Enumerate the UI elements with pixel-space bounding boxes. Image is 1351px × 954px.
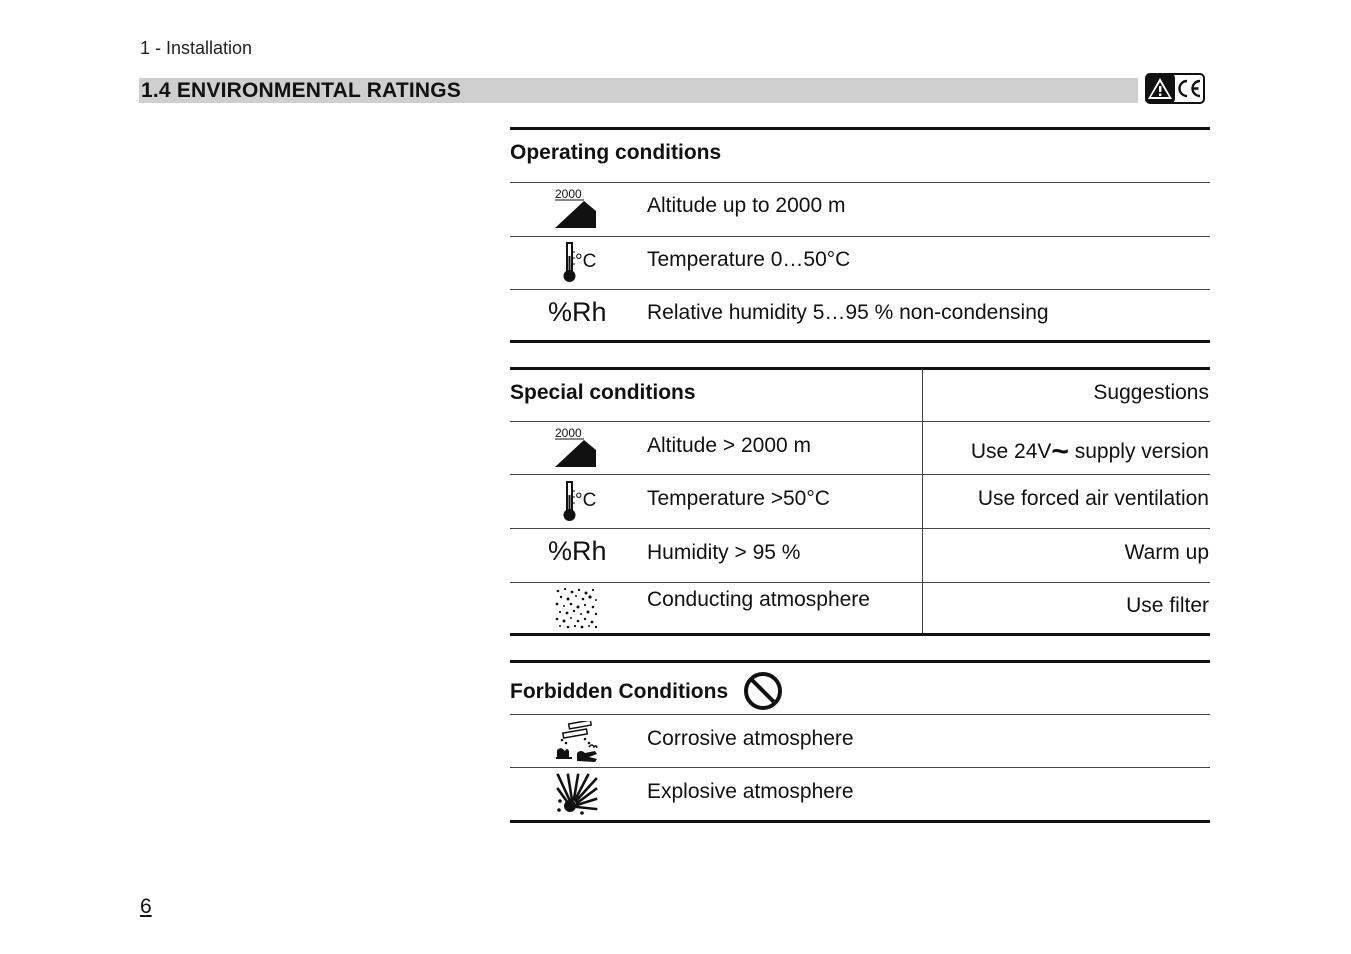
warning-ce-mark-icon xyxy=(1145,73,1205,104)
operating-conditions-table xyxy=(510,127,1210,345)
table-bottom-rule xyxy=(510,633,1210,636)
special-conditions-table xyxy=(510,367,1210,639)
row-divider xyxy=(510,528,1210,529)
row-divider xyxy=(510,474,1210,475)
suggestion-prefix: Use 24V xyxy=(970,440,1052,463)
suggestion-warm-up: Warm up xyxy=(1124,541,1209,564)
forbidden-heading: Forbidden Conditions xyxy=(510,680,729,703)
dust-icon xyxy=(555,587,599,629)
row-divider xyxy=(510,714,1210,715)
row-divider xyxy=(510,582,1210,583)
operating-heading: Operating conditions xyxy=(510,141,722,164)
table-bottom-rule xyxy=(510,820,1210,823)
special-conducting-text: Conducting atmosphere xyxy=(647,588,870,611)
suggestions-heading: Suggestions xyxy=(1093,381,1209,404)
suggestion-suffix: supply version xyxy=(1068,440,1209,463)
svg-text:°C: °C xyxy=(575,490,597,511)
operating-temperature-text: Temperature 0…50°C xyxy=(647,248,851,271)
forbidden-conditions-table xyxy=(510,660,1210,826)
row-divider xyxy=(510,767,1210,768)
special-humidity-text: Humidity > 95 % xyxy=(647,541,801,564)
humidity-icon: %Rh xyxy=(548,536,607,566)
prohibited-icon xyxy=(743,671,783,711)
suggestion-filter: Use filter xyxy=(1126,594,1209,617)
special-temperature-text: Temperature >50°C xyxy=(647,487,830,510)
forbidden-explosive-text: Explosive atmosphere xyxy=(647,780,854,803)
svg-text:°C: °C xyxy=(575,251,597,272)
forbidden-corrosive-text: Corrosive atmosphere xyxy=(647,727,854,750)
ac-symbol: ~ xyxy=(1051,435,1069,468)
thermometer-icon xyxy=(560,481,598,523)
suggestion-ventilation: Use forced air ventilation xyxy=(977,487,1209,510)
altitude-icon xyxy=(554,187,598,229)
column-divider xyxy=(922,369,923,635)
operating-altitude-text: Altitude up to 2000 m xyxy=(647,194,846,217)
section-title: 1.4 ENVIRONMENTAL RATINGS xyxy=(141,79,462,102)
row-divider xyxy=(510,421,1210,422)
svg-text:2000: 2000 xyxy=(555,426,582,440)
page-number: 6 xyxy=(140,895,152,918)
thermometer-icon xyxy=(560,242,598,284)
row-divider xyxy=(510,289,1210,290)
special-heading: Special conditions xyxy=(510,381,696,404)
humidity-icon: %Rh xyxy=(548,297,607,327)
explosive-icon xyxy=(556,773,598,815)
table-top-rule xyxy=(510,127,1210,130)
row-divider xyxy=(510,182,1210,183)
row-divider xyxy=(510,236,1210,237)
operating-humidity-text: Relative humidity 5…95 % non-condensing xyxy=(647,301,1049,324)
special-altitude-text: Altitude > 2000 m xyxy=(647,434,812,457)
suggestion-24v-supply xyxy=(970,435,1209,468)
breadcrumb: 1 - Installation xyxy=(140,38,253,58)
corrosive-icon xyxy=(555,721,599,763)
table-bottom-rule xyxy=(510,340,1210,343)
table-top-rule xyxy=(510,660,1210,663)
svg-text:2000: 2000 xyxy=(555,187,582,201)
table-top-rule xyxy=(510,367,1210,370)
altitude-icon xyxy=(554,426,598,468)
